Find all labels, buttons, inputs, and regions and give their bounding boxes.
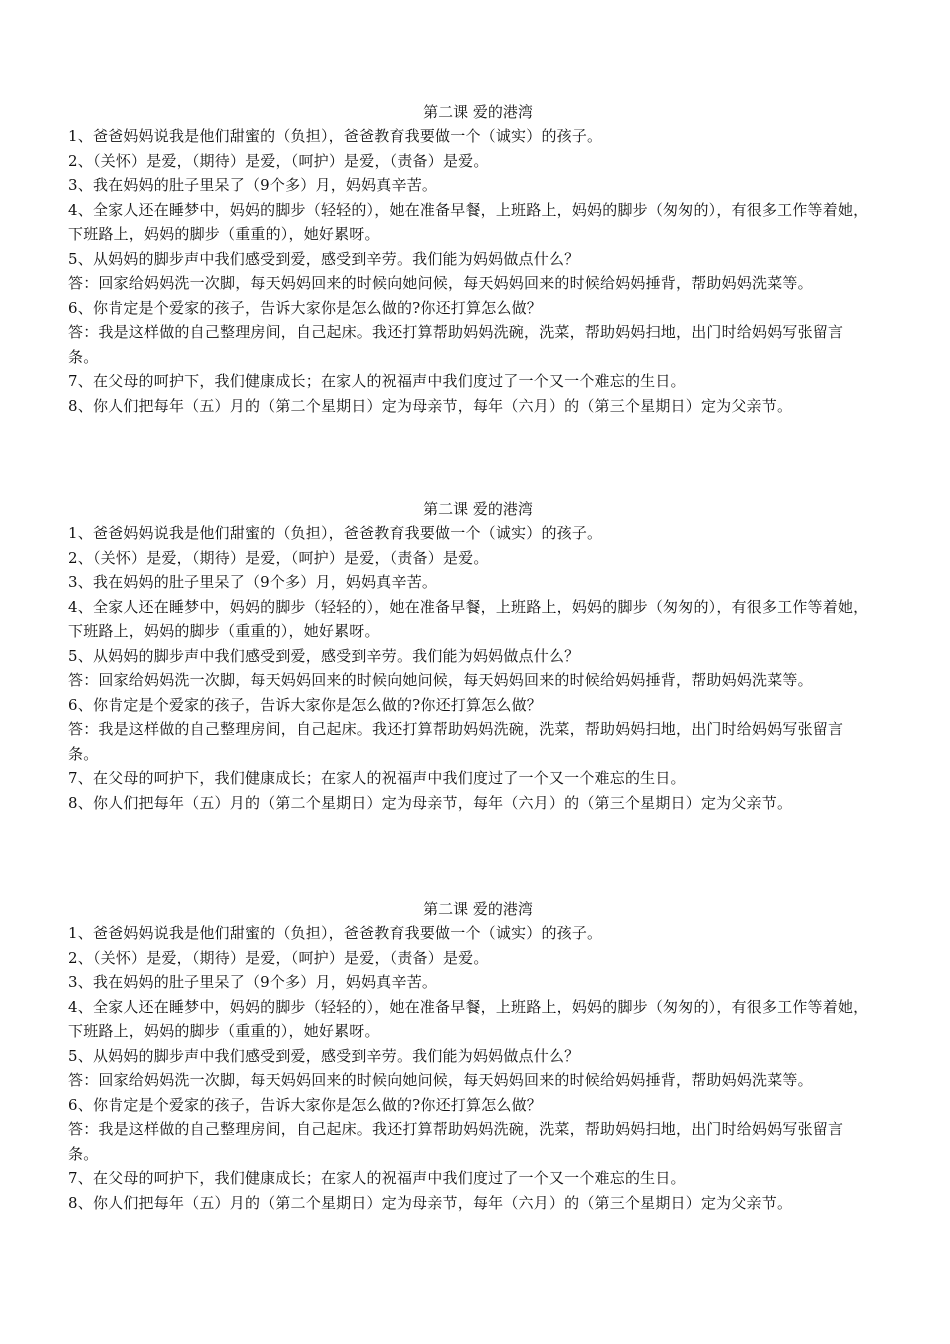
lesson-title: 第二课 爱的港湾 — [423, 103, 533, 121]
question-4-continued: 下班路上，妈妈的脚步（重重的），她好累呀。 — [68, 225, 380, 243]
answer-6: 答：我是这样做的自己整理房间，自己起床。我还打算帮助妈妈洗碗，洗菜，帮助妈妈扫地，出门时给妈妈写张留言 — [68, 1120, 844, 1138]
question-3: 3、我在妈妈的肚子里呆了（9个多）月，妈妈真辛苦。 — [68, 176, 438, 194]
lesson-section-2 — [68, 497, 888, 815]
answer-5: 答：回家给妈妈洗一次脚，每天妈妈回来的时候向她问候，每天妈妈回来的时候给妈妈捶背，帮助妈妈洗菜等。 — [68, 671, 813, 689]
question-7: 7、在父母的呵护下，我们健康成长；在家人的祝福声中我们度过了一个又一个难忘的生日。 — [68, 1169, 686, 1187]
question-5: 5、从妈妈的脚步声中我们感受到爱，感受到辛劳。我们能为妈妈做点什么？ — [68, 1046, 580, 1065]
lesson-section-3 — [68, 897, 888, 1215]
question-8: 8、你人们把每年（五）月的（第二个星期日）定为母亲节，每年（六月）的（第三个星期日）定为父亲节。 — [68, 396, 793, 415]
question-3: 3、我在妈妈的肚子里呆了（9个多）月，妈妈真辛苦。 — [68, 973, 438, 991]
question-8: 8、你人们把每年（五）月的（第二个星期日）定为母亲节，每年（六月）的（第三个星期日）定为父亲节。 — [68, 1193, 793, 1212]
question-3: 3、我在妈妈的肚子里呆了（9个多）月，妈妈真辛苦。 — [68, 573, 438, 591]
question-4: 4、全家人还在睡梦中，妈妈的脚步（轻轻的），她在准备早餐，上班路上，妈妈的脚步（匆匆的），有很多工作等着她， — [68, 997, 869, 1016]
question-7: 7、在父母的呵护下，我们健康成长；在家人的祝福声中我们度过了一个又一个难忘的生日。 — [68, 769, 686, 787]
lesson-section-1 — [68, 100, 888, 418]
answer-6: 答：我是这样做的自己整理房间，自己起床。我还打算帮助妈妈洗碗，洗菜，帮助妈妈扫地，出门时给妈妈写张留言 — [68, 720, 844, 738]
question-1: 1、爸爸妈妈说我是他们甜蜜的（负担），爸爸教育我要做一个（诚实）的孩子。 — [68, 524, 603, 542]
answer-6: 答：我是这样做的自己整理房间，自己起床。我还打算帮助妈妈洗碗，洗菜，帮助妈妈扫地，出门时给妈妈写张留言 — [68, 323, 844, 341]
question-2: 2、（关怀）是爱，（期待）是爱，（呵护）是爱，（责备）是爱。 — [68, 548, 489, 567]
question-4: 4、全家人还在睡梦中，妈妈的脚步（轻轻的），她在准备早餐，上班路上，妈妈的脚步（匆匆的），有很多工作等着她， — [68, 597, 869, 616]
lesson-title: 第二课 爱的港湾 — [423, 500, 533, 518]
question-2: 2、（关怀）是爱，（期待）是爱，（呵护）是爱，（责备）是爱。 — [68, 151, 489, 170]
question-8: 8、你人们把每年（五）月的（第二个星期日）定为母亲节，每年（六月）的（第三个星期日）定为父亲节。 — [68, 793, 793, 812]
question-6: 6、你肯定是个爱家的孩子，告诉大家你是怎么做的?你还打算怎么做？ — [68, 298, 542, 317]
question-1: 1、爸爸妈妈说我是他们甜蜜的（负担），爸爸教育我要做一个（诚实）的孩子。 — [68, 924, 603, 942]
question-1: 1、爸爸妈妈说我是他们甜蜜的（负担），爸爸教育我要做一个（诚实）的孩子。 — [68, 127, 603, 145]
question-5: 5、从妈妈的脚步声中我们感受到爱，感受到辛劳。我们能为妈妈做点什么？ — [68, 249, 580, 268]
answer-5: 答：回家给妈妈洗一次脚，每天妈妈回来的时候向她问候，每天妈妈回来的时候给妈妈捶背，帮助妈妈洗菜等。 — [68, 274, 813, 292]
question-4: 4、全家人还在睡梦中，妈妈的脚步（轻轻的），她在准备早餐，上班路上，妈妈的脚步（匆匆的），有很多工作等着她， — [68, 200, 869, 219]
answer-6-continued: 条。 — [68, 1144, 99, 1163]
answer-6-continued: 条。 — [68, 744, 99, 763]
question-4-continued: 下班路上，妈妈的脚步（重重的），她好累呀。 — [68, 1022, 380, 1040]
lesson-title: 第二课 爱的港湾 — [423, 900, 533, 918]
question-6: 6、你肯定是个爱家的孩子，告诉大家你是怎么做的?你还打算怎么做？ — [68, 1095, 542, 1114]
question-7: 7、在父母的呵护下，我们健康成长；在家人的祝福声中我们度过了一个又一个难忘的生日。 — [68, 372, 686, 390]
question-2: 2、（关怀）是爱，（期待）是爱，（呵护）是爱，（责备）是爱。 — [68, 948, 489, 967]
answer-6-continued: 条。 — [68, 347, 99, 366]
question-4-continued: 下班路上，妈妈的脚步（重重的），她好累呀。 — [68, 622, 380, 640]
question-5: 5、从妈妈的脚步声中我们感受到爱，感受到辛劳。我们能为妈妈做点什么？ — [68, 646, 580, 665]
question-6: 6、你肯定是个爱家的孩子，告诉大家你是怎么做的?你还打算怎么做？ — [68, 695, 542, 714]
answer-5: 答：回家给妈妈洗一次脚，每天妈妈回来的时候向她问候，每天妈妈回来的时候给妈妈捶背，帮助妈妈洗菜等。 — [68, 1071, 813, 1089]
